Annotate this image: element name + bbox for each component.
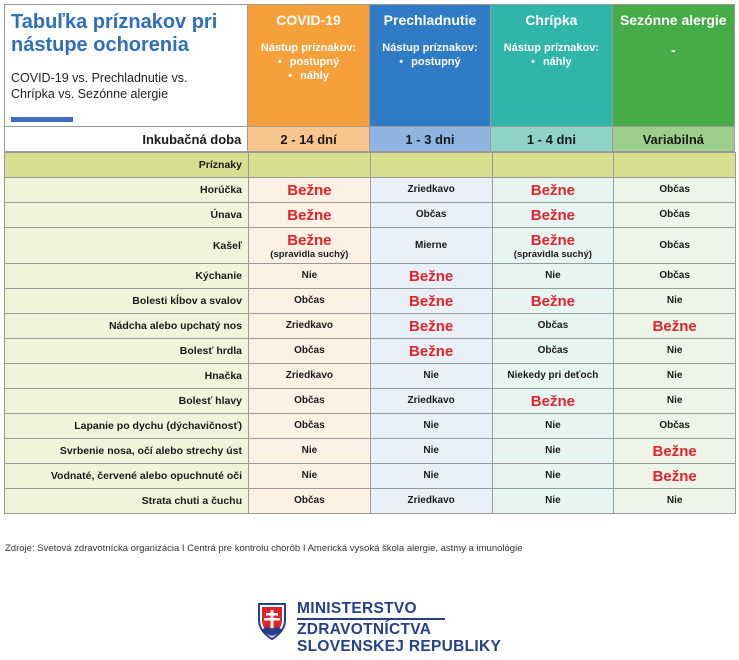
header-blank-cell: [492, 153, 614, 178]
frequency-value: Nie: [423, 370, 439, 381]
logo-line-3: SLOVENSKEJ REPUBLIKY: [297, 638, 502, 655]
symptom-label: Lapanie po dychu (dýchavičnosť): [5, 414, 249, 439]
logo-line-1: MINISTERSTVO: [297, 600, 417, 617]
symptom-chart-document: [4, 4, 735, 514]
onset-item: • náhly: [491, 55, 611, 69]
symptom-row: [5, 414, 736, 439]
column-header-cold: [370, 5, 491, 126]
frequency-value: Nie: [301, 445, 318, 456]
value-cell-flu: [492, 489, 614, 514]
symptom-label: Bolesť hrdla: [5, 339, 249, 364]
incubation-covid: 2 - 14 dní: [248, 127, 369, 151]
header-blank-cell: [249, 153, 371, 178]
onset-info: [370, 41, 490, 69]
symptom-label: Horúčka: [5, 178, 249, 203]
frequency-value: Nie: [545, 420, 561, 431]
header-blank-cell: [614, 153, 736, 178]
column-header-covid: [248, 5, 369, 126]
frequency-value: Občas: [659, 184, 690, 195]
value-cell-cold: [370, 439, 492, 464]
incubation-allergy: Variabilná: [613, 127, 734, 151]
value-cell-flu: [492, 203, 614, 228]
onset-item: • náhly: [248, 69, 368, 83]
value-cell-allergy: [614, 389, 736, 414]
title-underline-bar: [11, 117, 73, 122]
frequency-value: Občas: [659, 270, 690, 281]
value-cell-covid: [249, 203, 371, 228]
symptom-table-body: [5, 153, 736, 514]
frequency-common: Bežne: [287, 181, 332, 199]
frequency-value: Mierne: [415, 239, 448, 251]
column-header-flu: [491, 5, 612, 126]
header-blank-cell: [370, 153, 492, 178]
frequency-common: Bežne: [287, 231, 332, 249]
incubation-label: Inkubačná doba: [5, 127, 248, 151]
value-cell-allergy: [614, 464, 736, 489]
symptom-row: [5, 339, 736, 364]
value-cell-flu: [492, 364, 614, 389]
symptom-table: [4, 152, 736, 514]
frequency-value: Zriedkavo: [407, 184, 455, 195]
value-cell-cold: [370, 364, 492, 389]
value-cell-covid: [249, 389, 371, 414]
value-cell-flu: [492, 464, 614, 489]
frequency-value: Zriedkavo: [285, 370, 333, 381]
value-cell-covid: [249, 339, 371, 364]
subtitle-line-2: Chrípka vs. Sezónne alergie: [11, 87, 169, 101]
symptom-row: [5, 439, 736, 464]
value-cell-covid: [249, 489, 371, 514]
frequency-value: Občas: [659, 209, 690, 220]
incubation-cold: 1 - 3 dni: [370, 127, 491, 151]
incubation-flu: 1 - 4 dni: [491, 127, 612, 151]
ministry-logo: [257, 600, 517, 658]
logo-divider: [297, 618, 445, 620]
frequency-value: Občas: [294, 295, 325, 306]
value-cell-cold: [370, 464, 492, 489]
value-cell-cold: [370, 228, 492, 264]
symptom-row: [5, 289, 736, 314]
value-cell-flu: [492, 228, 614, 264]
value-cell-cold: [370, 414, 492, 439]
frequency-common: Bežne: [530, 206, 575, 224]
value-cell-covid: [249, 439, 371, 464]
value-cell-allergy: [614, 228, 736, 264]
symptom-label: Bolesti kĺbov a svalov: [5, 289, 249, 314]
value-cell-covid: [249, 228, 371, 264]
symptom-label: Kašeľ: [5, 228, 249, 264]
frequency-value: Občas: [537, 345, 569, 356]
frequency-common: Bežne: [409, 317, 454, 335]
column-title: Prechladnutie: [383, 12, 477, 28]
frequency-value: Občas: [294, 495, 325, 506]
column-title: Chrípka: [525, 12, 578, 28]
frequency-value: Nie: [423, 445, 439, 456]
value-cell-flu: [492, 289, 614, 314]
subtitle-line-1: COVID-19 vs. Prechladnutie vs.: [11, 71, 188, 85]
incubation-row: [4, 126, 735, 152]
frequency-value: Občas: [659, 239, 690, 251]
symptom-row: [5, 389, 736, 414]
frequency-note: (spravidla suchý): [270, 248, 349, 260]
ministry-name: [297, 600, 501, 656]
value-cell-allergy: [614, 203, 736, 228]
column-title: Sezónne alergie: [619, 12, 727, 28]
onset-item: • postupný: [248, 55, 368, 69]
onset-info: [248, 41, 368, 83]
value-cell-cold: [370, 314, 492, 339]
value-cell-allergy: [614, 414, 736, 439]
value-cell-cold: [370, 264, 492, 289]
symptom-label: Kýchanie: [5, 264, 249, 289]
symptom-row: [5, 178, 736, 203]
frequency-common: Bežne: [530, 231, 575, 249]
value-cell-allergy: [614, 289, 736, 314]
symptom-row: [5, 228, 736, 264]
symptom-label: Únava: [5, 203, 249, 228]
value-cell-cold: [370, 178, 492, 203]
onset-label: Nástup príznakov:: [382, 42, 478, 54]
onset-label: Nástup príznakov:: [503, 42, 600, 54]
logo-line-2: ZDRAVOTNÍCTVA: [297, 620, 432, 638]
title-line-2: nástupe ochorenia: [11, 34, 189, 56]
frequency-common: Bežne: [287, 206, 332, 224]
value-cell-covid: [249, 314, 371, 339]
value-cell-allergy: [614, 339, 736, 364]
frequency-common: Bežne: [530, 181, 575, 199]
value-cell-allergy: [614, 264, 736, 289]
symptom-row: [5, 203, 736, 228]
title-block: [5, 5, 248, 126]
symptom-label: Nádcha alebo upchatý nos: [5, 314, 249, 339]
frequency-value: Nie: [423, 470, 439, 481]
onset-info: [491, 41, 611, 69]
page-title: [11, 11, 241, 57]
value-cell-covid: [249, 178, 371, 203]
onset-info: [613, 43, 734, 57]
symptom-row: [5, 314, 736, 339]
value-cell-cold: [370, 339, 492, 364]
frequency-value: Nie: [666, 370, 683, 381]
value-cell-flu: [492, 439, 614, 464]
value-cell-allergy: [614, 489, 736, 514]
value-cell-cold: [370, 389, 492, 414]
value-cell-allergy: [614, 364, 736, 389]
value-cell-allergy: [614, 439, 736, 464]
frequency-note: (spravidla suchý): [513, 248, 592, 260]
symptom-row: [5, 464, 736, 489]
title-line-1: Tabuľka príznakov pri: [11, 11, 218, 33]
onset-label: Nástup príznakov:: [260, 42, 357, 54]
slovak-coat-of-arms-icon: [257, 602, 287, 640]
frequency-value: Zriedkavo: [407, 395, 455, 406]
frequency-value: Nie: [545, 445, 561, 456]
value-cell-flu: [492, 339, 614, 364]
symptoms-header: Príznaky: [5, 153, 249, 178]
column-header-allergy: [613, 5, 734, 126]
value-cell-cold: [370, 203, 492, 228]
value-cell-flu: [492, 314, 614, 339]
symptoms-header-row: [5, 153, 736, 178]
frequency-common: Bežne: [652, 442, 697, 460]
frequency-value: Zriedkavo: [407, 495, 455, 506]
frequency-common: Bežne: [530, 392, 575, 410]
symptom-row: [5, 264, 736, 289]
value-cell-flu: [492, 178, 614, 203]
symptom-label: Bolesť hlavy: [5, 389, 249, 414]
frequency-value: Nie: [666, 395, 683, 406]
frequency-value: Nie: [666, 495, 683, 506]
frequency-value: Nie: [545, 270, 561, 281]
frequency-value: Občas: [537, 320, 569, 331]
source-note: Zdroje: Svetová zdravotnícka organizácia I Centrá pre kontrolu chorôb I Americká vysoká škola alergie, astmy a imunológie: [5, 543, 523, 554]
column-title: COVID-19: [276, 12, 341, 28]
subtitle: [11, 70, 241, 102]
value-cell-allergy: [614, 314, 736, 339]
value-cell-covid: [249, 289, 371, 314]
frequency-common: Bežne: [409, 292, 454, 310]
frequency-value: Občas: [659, 420, 690, 431]
frequency-value: Občas: [294, 345, 325, 356]
value-cell-cold: [370, 489, 492, 514]
frequency-common: Bežne: [409, 267, 454, 285]
symptom-row: [5, 364, 736, 389]
value-cell-covid: [249, 364, 371, 389]
value-cell-covid: [249, 414, 371, 439]
value-cell-cold: [370, 289, 492, 314]
symptom-label: Vodnaté, červené alebo opuchnuté oči: [5, 464, 249, 489]
frequency-common: Bežne: [652, 317, 697, 335]
frequency-value: Nie: [545, 495, 561, 506]
frequency-value: Niekedy pri deťoch: [507, 370, 599, 381]
value-cell-covid: [249, 264, 371, 289]
frequency-common: Bežne: [409, 342, 454, 360]
frequency-value: Občas: [415, 209, 447, 220]
onset-item: • postupný: [370, 55, 490, 69]
frequency-value: Zriedkavo: [285, 320, 333, 331]
symptom-row: [5, 489, 736, 514]
frequency-value: Nie: [666, 345, 683, 356]
frequency-value: Občas: [294, 420, 325, 431]
frequency-value: Nie: [301, 470, 318, 481]
frequency-value: Nie: [666, 295, 683, 306]
frequency-value: Občas: [294, 395, 325, 406]
symptom-label: Svrbenie nosa, očí alebo strechy úst: [5, 439, 249, 464]
frequency-common: Bežne: [652, 467, 697, 485]
frequency-value: Nie: [423, 420, 439, 431]
value-cell-flu: [492, 414, 614, 439]
value-cell-flu: [492, 264, 614, 289]
frequency-value: Nie: [545, 470, 561, 481]
value-cell-covid: [249, 464, 371, 489]
symptom-label: Strata chuti a čuchu: [5, 489, 249, 514]
frequency-value: Nie: [301, 270, 318, 281]
frequency-common: Bežne: [530, 292, 575, 310]
onset-label: -: [670, 42, 676, 58]
table-header: [4, 4, 735, 126]
value-cell-flu: [492, 389, 614, 414]
value-cell-allergy: [614, 178, 736, 203]
symptom-label: Hnačka: [5, 364, 249, 389]
